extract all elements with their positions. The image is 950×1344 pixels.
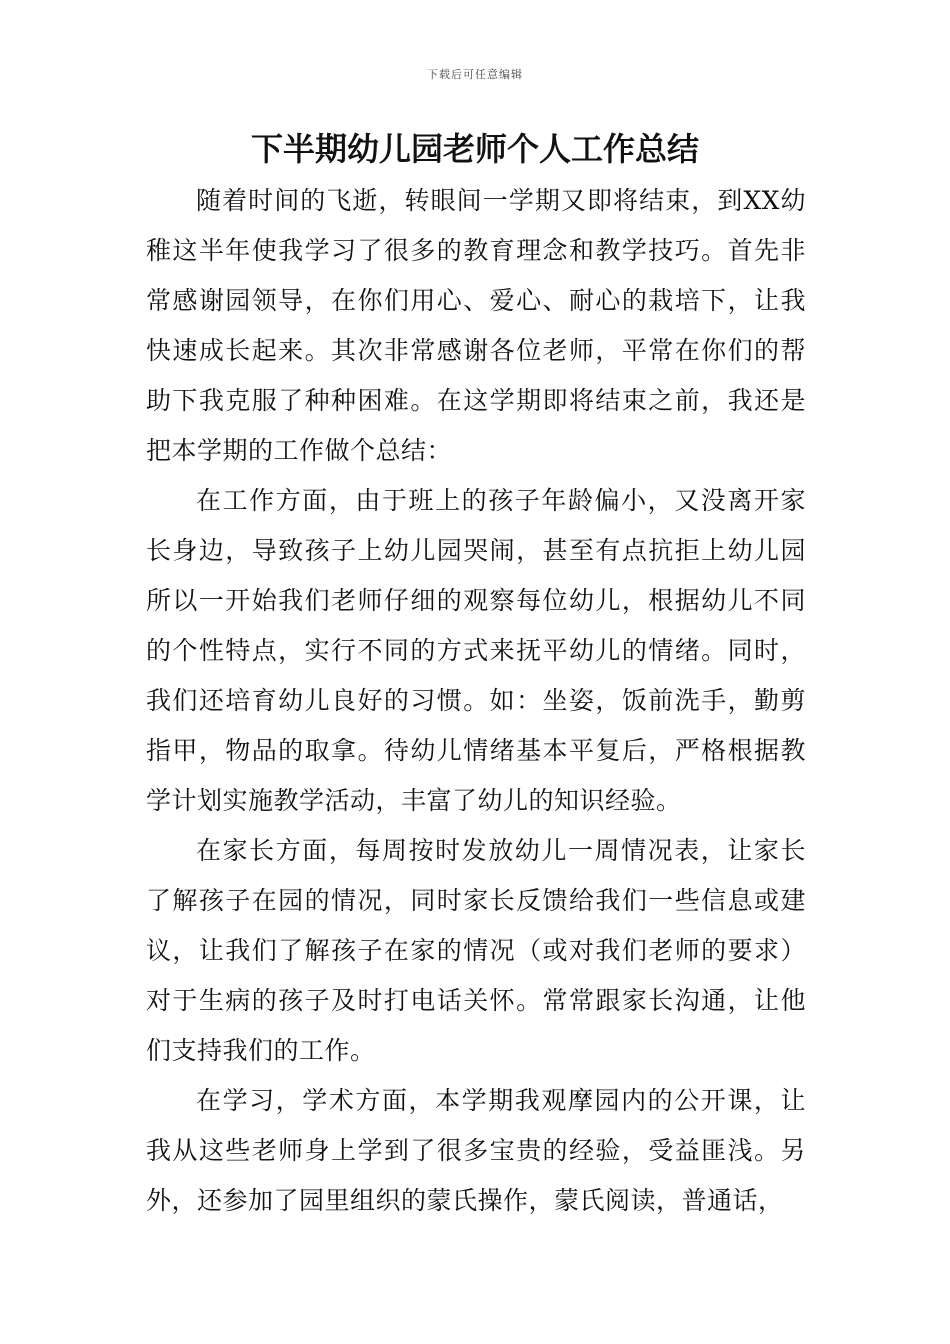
paragraph-intro: 随着时间的飞逝，转眼间一学期又即将结束，到XX幼稚这半年使我学习了很多的教育理念和教学技巧。首先非常感谢园领导，在你们用心、爱心、耐心的栽培下，让我快速成长起来。其次非常感谢各位老师，平常在你们的帮助下我克服了种种困难。在这学期即将结束之前，我还是把本学期的工作做个总结： bbox=[146, 186, 806, 465]
paragraph-work: 在工作方面，由于班上的孩子年龄偏小，又没离开家长身边，导致孩子上幼儿园哭闹，甚至有点抗拒上幼儿园所以一开始我们老师仔细的观察每位幼儿，根据幼儿不同的个性特点，实行不同的方式来抚平幼儿的情绪。同时，我们还培育幼儿良好的习惯。如：坐姿，饭前洗手，勤剪指甲，物品的取拿。待幼儿情绪基本平复后，严格根据教学计划实施教学活动，丰富了幼儿的知识经验。 bbox=[146, 486, 806, 815]
paragraph-parents: 在家长方面，每周按时发放幼儿一周情况表，让家长了解孩子在园的情况，同时家长反馈给我们一些信息或建议，让我们了解孩子在家的情况（或对我们老师的要求）对于生病的孩子及时打电话关怀。常常跟家长沟通，让他们支持我们的工作。 bbox=[146, 836, 806, 1065]
paragraph-study: 在学习，学术方面，本学期我观摩园内的公开课，让我从这些老师身上学到了很多宝贵的经验，受益匪浅。另外，还参加了园里组织的蒙氏操作，蒙氏阅读，普通话， bbox=[146, 1086, 806, 1215]
document-title: 下半期幼儿园老师个人工作总结 bbox=[250, 130, 699, 168]
document-body bbox=[146, 176, 806, 1226]
header-note: 下载后可任意编辑 bbox=[427, 68, 523, 81]
